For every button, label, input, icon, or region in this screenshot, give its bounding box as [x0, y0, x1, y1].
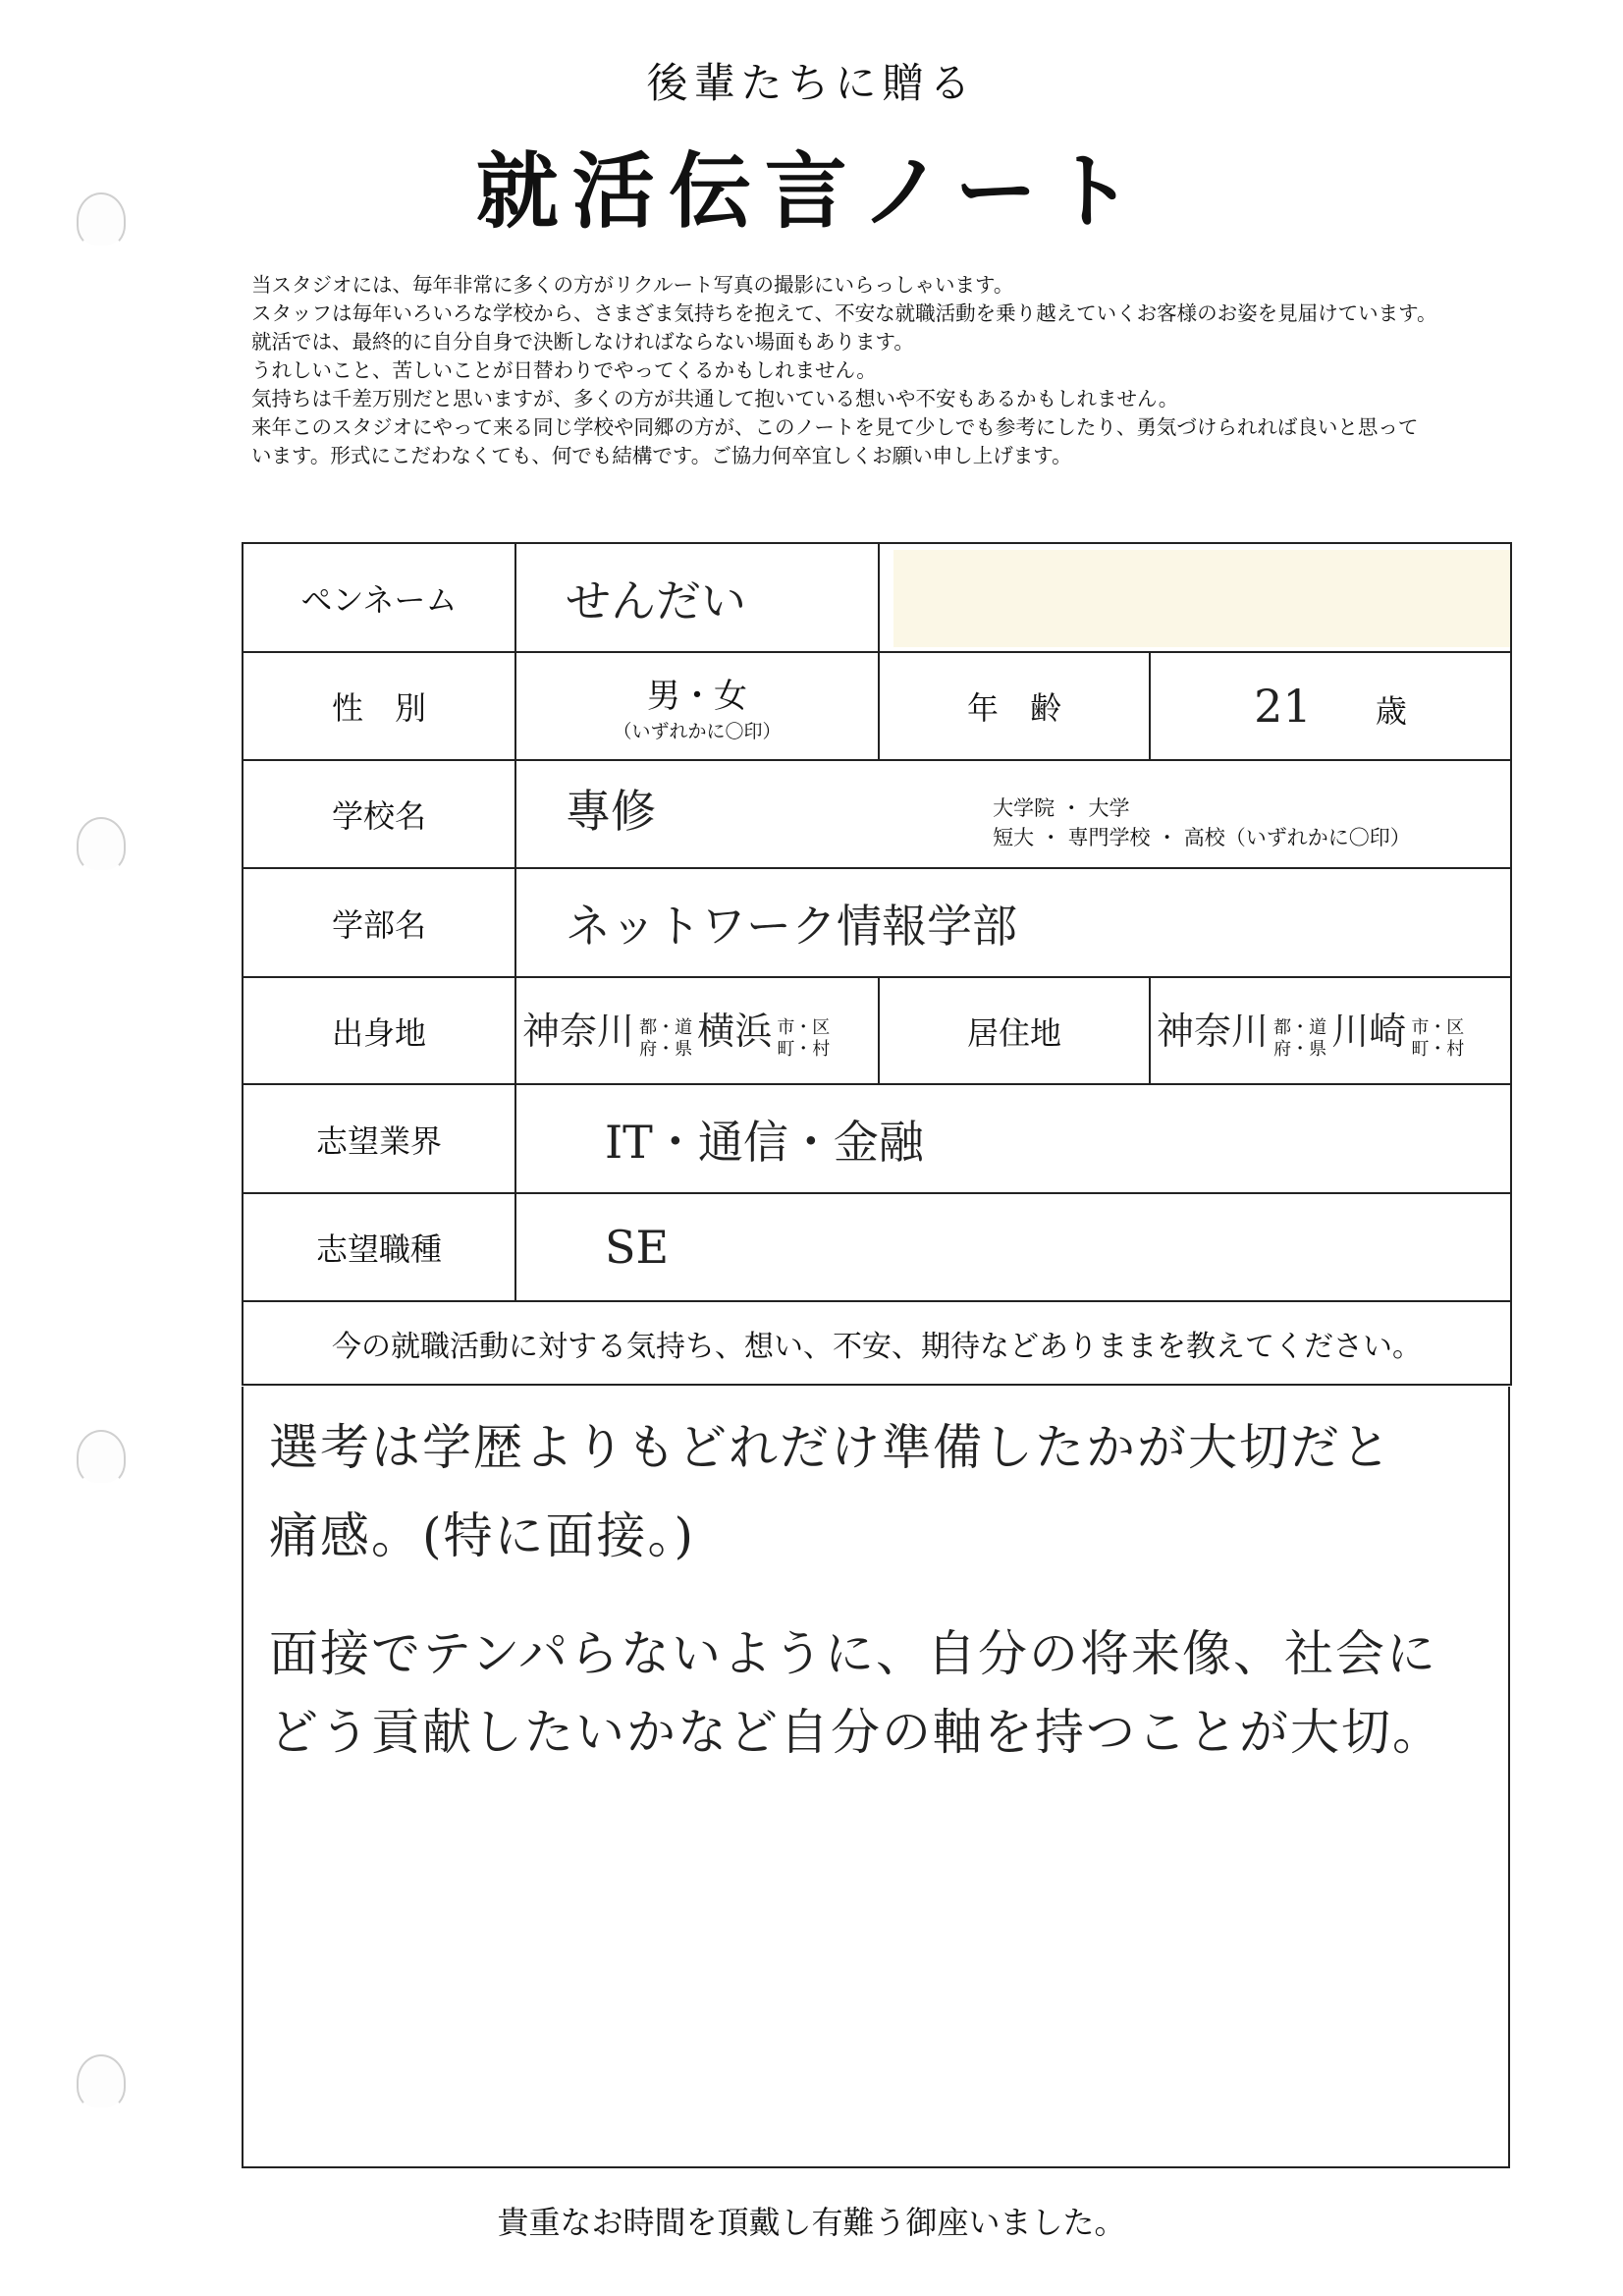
page-subtitle: 後輩たちに贈る: [646, 59, 977, 107]
answer-line: 面接でテンパらないように、自分の将来像、社会に: [269, 1625, 1437, 1682]
industry-label: 志望業界: [243, 1084, 515, 1193]
intro-line: 来年このスタジオにやって来る同じ学校や同郷の方が、このノートを見て少しでも参考にしたり、勇気づけられれば良いと思って: [251, 415, 1419, 439]
city-suffix: 市・区 町・村: [1411, 1017, 1465, 1061]
intro-line: います。形式にこだわなくても、何でも結構です。ご協力何卒宜しくお願い申し上げます。: [251, 444, 1072, 467]
residence-city: 川崎: [1331, 1009, 1407, 1053]
redacted-field: [879, 543, 1511, 652]
binder-hole: [77, 1430, 126, 1485]
age-label: 年 齢: [879, 652, 1150, 760]
intro-line: 就活では、最終的に自分自身で決断しなければならない場面もあります。: [251, 330, 914, 354]
school-value: 專修: [566, 785, 656, 839]
answer-line: どう貢献したいかなど自分の軸を持つことが大切。: [269, 1704, 1443, 1761]
faculty-value[interactable]: ネットワーク情報学部: [515, 868, 1511, 977]
job-value[interactable]: SE: [515, 1193, 1511, 1301]
city-suffix: 市・区 町・村: [777, 1017, 831, 1061]
school-field[interactable]: [515, 760, 1511, 868]
gender-options: 男・女: [647, 677, 747, 716]
gender-field[interactable]: [515, 652, 879, 760]
school-types-line: 大学院 ・ 大学: [993, 795, 1130, 820]
answer-line: 痛感。(特に面接。): [269, 1507, 696, 1564]
answer-area[interactable]: [242, 1387, 1510, 2168]
age-value: 21: [1254, 680, 1312, 733]
age-field[interactable]: [1150, 652, 1511, 760]
pen-name-label: ペンネーム: [243, 543, 515, 652]
pref-suffix: 都・道 府・県: [1273, 1017, 1327, 1061]
residence-pref: 神奈川: [1157, 1009, 1270, 1053]
intro-line: 気持ちは千差万別だと思いますが、多くの方が共通して抱いている想いや不安もあるかもしれません。: [251, 387, 1179, 410]
industry-value[interactable]: IT・通信・金融: [515, 1084, 1511, 1193]
age-unit: 歳: [1375, 692, 1407, 730]
binder-hole: [77, 817, 126, 872]
residence-field[interactable]: [1150, 977, 1511, 1084]
intro-line: スタッフは毎年いろいろな学校から、さまざま気持ちを抱えて、不安な就職活動を乗り越えていくお客様のお姿を見届けています。: [251, 301, 1437, 325]
gender-note: （いずれかに〇印）: [613, 721, 782, 742]
job-label: 志望職種: [243, 1193, 515, 1301]
pen-name-value[interactable]: せんだい: [515, 543, 879, 652]
page-title: 就活伝言ノート: [475, 143, 1148, 240]
school-types: [993, 793, 1411, 852]
answer-line: 選考は学歴よりもどれだけ準備したかが大切だと: [269, 1419, 1392, 1476]
birthplace-field[interactable]: [515, 977, 879, 1084]
gender-label: 性 別: [243, 652, 515, 760]
pref-suffix: 都・道 府・県: [639, 1017, 693, 1061]
birthplace-pref: 神奈川: [522, 1009, 635, 1053]
intro-line: 当スタジオには、毎年非常に多くの方がリクルート写真の撮影にいらっしゃいます。: [251, 273, 1014, 297]
residence-label: 居住地: [879, 977, 1150, 1084]
question-text: 今の就職活動に対する気持ち、想い、不安、期待などありままを教えてください。: [243, 1301, 1511, 1385]
faculty-label: 学部名: [243, 868, 515, 977]
binder-hole: [77, 2054, 126, 2109]
intro-text: [251, 271, 1587, 470]
profile-form: [242, 542, 1512, 1386]
birthplace-city: 横浜: [697, 1009, 773, 1053]
birthplace-label: 出身地: [243, 977, 515, 1084]
school-types-line: 短大 ・ 専門学校 ・ 高校（いずれかに〇印）: [993, 825, 1411, 849]
footer-thanks: 貴重なお時間を頂戴し有難う御座いました。: [497, 2204, 1126, 2241]
intro-line: うれしいこと、苦しいことが日替わりでやってくるかもしれません。: [251, 358, 877, 382]
school-label: 学校名: [243, 760, 515, 868]
